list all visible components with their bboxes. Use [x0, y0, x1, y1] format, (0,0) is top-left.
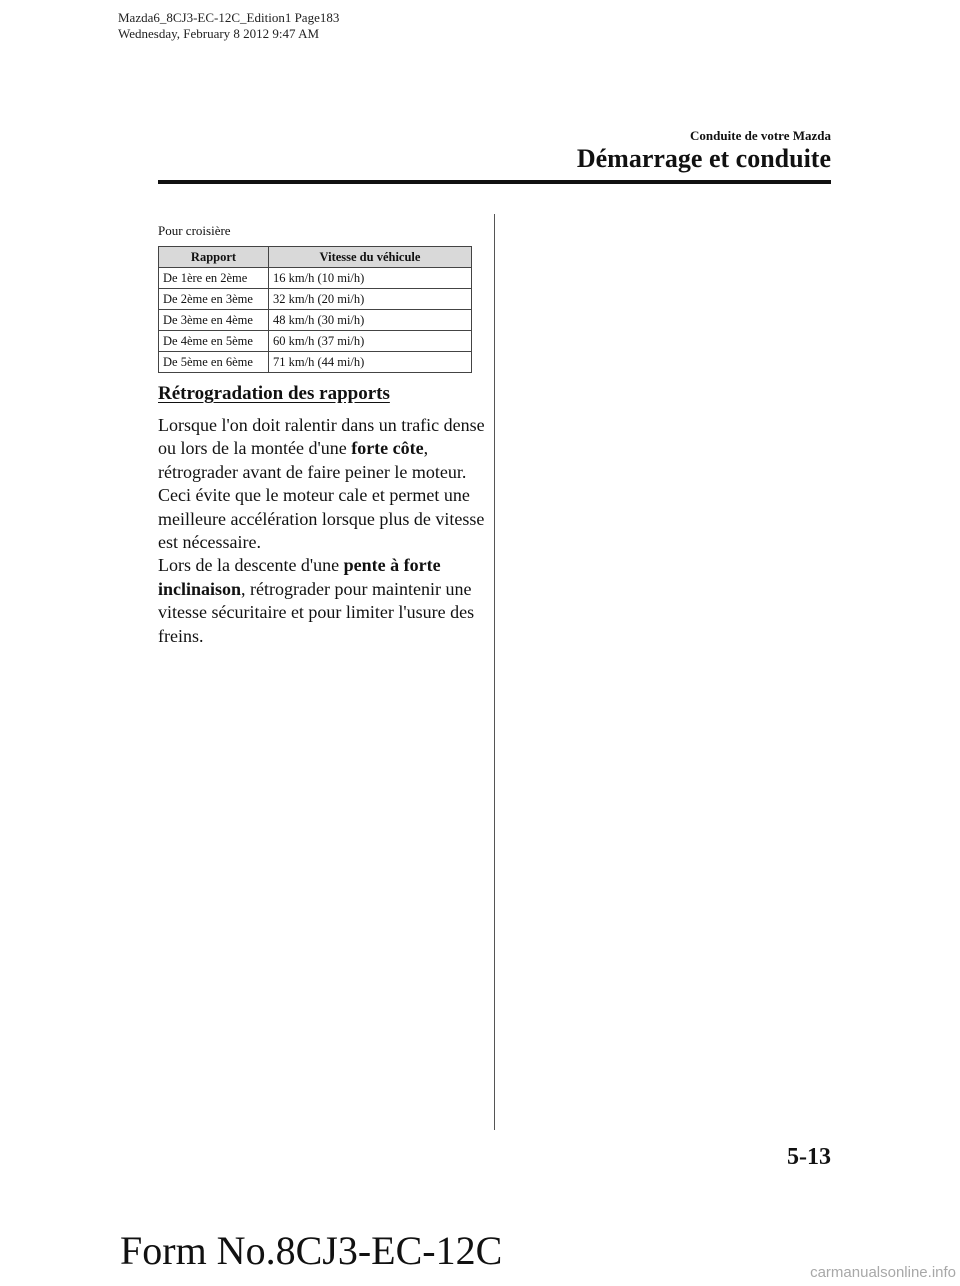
gear-cell: De 3ème en 4ème: [159, 310, 269, 331]
shift-speed-table: [158, 246, 472, 373]
table-header-row: [159, 247, 472, 268]
print-header-date: Wednesday, February 8 2012 9:47 AM: [118, 26, 320, 41]
speed-cell: 16 km/h (10 mi/h): [269, 268, 472, 289]
gear-cell: De 5ème en 6ème: [159, 352, 269, 373]
speed-cell: 32 km/h (20 mi/h): [269, 289, 472, 310]
emphasis-text: forte côte: [351, 438, 424, 459]
page-number: 5-13: [787, 1144, 831, 1170]
table-row: [159, 331, 472, 352]
speed-cell: 71 km/h (44 mi/h): [269, 352, 472, 373]
paragraph-text: , rétrograder avant de faire peiner le moteur. Ceci évite que le moteur cale et permet une meilleure accélération lorsque plus de vitesse est nécessaire.: [158, 438, 485, 553]
paragraph-text: Lors de la descente d'une: [158, 555, 344, 576]
watermark: carmanualsonline.info: [810, 1264, 956, 1281]
table-row: [159, 268, 472, 289]
table-caption: Pour croisière: [158, 223, 231, 238]
table-row: [159, 310, 472, 331]
column-divider: [494, 214, 495, 1130]
paragraph-text: , rétrograder pour maintenir une vitesse sécuritaire et pour limiter l'usure des freins.: [158, 578, 475, 646]
paragraph-descent: [158, 554, 488, 648]
speed-cell: 48 km/h (30 mi/h): [269, 310, 472, 331]
header-rule: [158, 180, 831, 184]
paragraph-text: Lorsque l'on doit ralentir dans un trafic dense ou lors de la montée d'une: [158, 415, 485, 459]
gear-cell: De 4ème en 5ème: [159, 331, 269, 352]
chapter-title: Démarrage et conduite: [576, 144, 831, 173]
gear-cell: De 2ème en 3ème: [159, 289, 269, 310]
gear-cell: De 1ère en 2ème: [159, 268, 269, 289]
table-row: [159, 352, 472, 373]
section-heading: Rétrogradation des rapports: [158, 383, 390, 404]
form-number: Form No.8CJ3-EC-12C: [120, 1228, 503, 1273]
speed-cell: 60 km/h (37 mi/h): [269, 331, 472, 352]
print-header: [118, 10, 339, 42]
body-text: [158, 414, 488, 648]
emphasis-text: pente à forte inclinaison: [158, 555, 441, 599]
column-header-gear: Rapport: [159, 247, 269, 268]
table-row: [159, 289, 472, 310]
chapter-label: Conduite de votre Mazda: [690, 128, 831, 143]
print-header-file: Mazda6_8CJ3-EC-12C_Edition1 Page183: [118, 10, 340, 25]
paragraph-downshift: [158, 414, 488, 554]
column-header-speed: Vitesse du véhicule: [269, 247, 472, 268]
